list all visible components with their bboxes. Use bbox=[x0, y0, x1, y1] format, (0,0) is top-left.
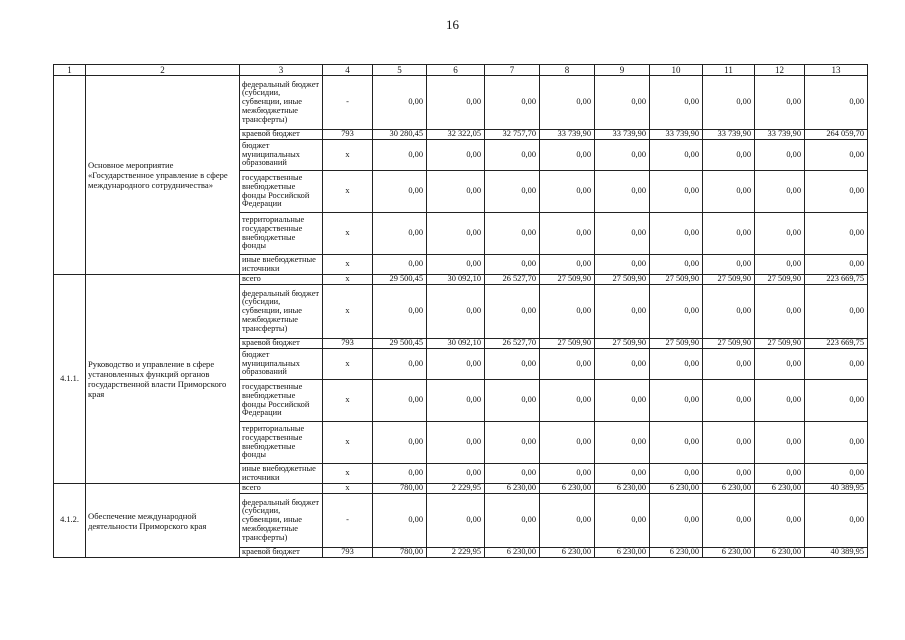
value-cell: 0,00 bbox=[703, 422, 755, 464]
value-cell: 0,00 bbox=[650, 349, 703, 380]
value-cell: 0,00 bbox=[373, 494, 427, 548]
column-header-12: 12 bbox=[755, 65, 805, 76]
value-cell: 6 230,00 bbox=[595, 484, 650, 494]
funding-source: федеральный бюджет (субсидии, субвенции, иные межбюджетные трансферты) bbox=[240, 76, 323, 130]
value-cell: 0,00 bbox=[755, 255, 805, 275]
value-cell: 0,00 bbox=[595, 140, 650, 171]
value-cell: 27 509,90 bbox=[595, 339, 650, 349]
budget-code: x bbox=[323, 484, 373, 494]
value-cell: 780,00 bbox=[373, 548, 427, 558]
value-cell: 0,00 bbox=[427, 171, 485, 213]
value-cell: 27 509,90 bbox=[703, 339, 755, 349]
value-cell: 0,00 bbox=[485, 140, 540, 171]
value-cell: 0,00 bbox=[595, 171, 650, 213]
value-cell: 0,00 bbox=[650, 213, 703, 255]
value-cell: 0,00 bbox=[650, 422, 703, 464]
value-cell: 0,00 bbox=[755, 494, 805, 548]
value-cell: 6 230,00 bbox=[540, 484, 595, 494]
value-cell: 0,00 bbox=[703, 285, 755, 339]
value-cell: 0,00 bbox=[595, 76, 650, 130]
value-cell: 0,00 bbox=[703, 76, 755, 130]
value-cell: 0,00 bbox=[373, 140, 427, 171]
value-cell: 0,00 bbox=[485, 349, 540, 380]
value-cell: 0,00 bbox=[373, 76, 427, 130]
value-cell: 0,00 bbox=[540, 380, 595, 422]
value-cell: 0,00 bbox=[755, 76, 805, 130]
value-cell: 0,00 bbox=[703, 494, 755, 548]
value-cell: 6 230,00 bbox=[703, 548, 755, 558]
value-cell: 0,00 bbox=[805, 464, 868, 484]
value-cell: 0,00 bbox=[540, 255, 595, 275]
section-code: 4.1.2. bbox=[54, 484, 86, 558]
value-cell: 32 757,70 bbox=[485, 130, 540, 140]
value-cell: 223 669,75 bbox=[805, 275, 868, 285]
value-cell: 2 229,95 bbox=[427, 484, 485, 494]
column-header-10: 10 bbox=[650, 65, 703, 76]
value-cell: 0,00 bbox=[485, 494, 540, 548]
value-cell: 0,00 bbox=[540, 285, 595, 339]
table-row bbox=[54, 76, 868, 130]
value-cell: 27 509,90 bbox=[650, 339, 703, 349]
section-code bbox=[54, 76, 86, 275]
value-cell: 0,00 bbox=[540, 140, 595, 171]
value-cell: 0,00 bbox=[595, 255, 650, 275]
value-cell: 0,00 bbox=[755, 171, 805, 213]
value-cell: 6 230,00 bbox=[755, 548, 805, 558]
value-cell: 0,00 bbox=[805, 380, 868, 422]
column-header-11: 11 bbox=[703, 65, 755, 76]
column-header-7: 7 bbox=[485, 65, 540, 76]
value-cell: 29 500,45 bbox=[373, 339, 427, 349]
funding-source: всего bbox=[240, 484, 323, 494]
value-cell: 0,00 bbox=[373, 422, 427, 464]
value-cell: 40 389,95 bbox=[805, 484, 868, 494]
value-cell: 0,00 bbox=[540, 76, 595, 130]
column-header-5: 5 bbox=[373, 65, 427, 76]
value-cell: 6 230,00 bbox=[650, 484, 703, 494]
value-cell: 0,00 bbox=[755, 285, 805, 339]
budget-code: x bbox=[323, 349, 373, 380]
value-cell: 0,00 bbox=[427, 213, 485, 255]
column-header-3: 3 bbox=[240, 65, 323, 76]
value-cell: 0,00 bbox=[755, 349, 805, 380]
value-cell: 0,00 bbox=[755, 464, 805, 484]
value-cell: 33 739,90 bbox=[540, 130, 595, 140]
value-cell: 0,00 bbox=[427, 140, 485, 171]
value-cell: 0,00 bbox=[373, 255, 427, 275]
value-cell: 6 230,00 bbox=[540, 548, 595, 558]
value-cell: 0,00 bbox=[755, 213, 805, 255]
value-cell: 0,00 bbox=[650, 285, 703, 339]
budget-code: x bbox=[323, 422, 373, 464]
value-cell: 0,00 bbox=[427, 255, 485, 275]
value-cell: 0,00 bbox=[540, 494, 595, 548]
value-cell: 0,00 bbox=[427, 464, 485, 484]
value-cell: 0,00 bbox=[805, 349, 868, 380]
value-cell: 0,00 bbox=[650, 494, 703, 548]
value-cell: 0,00 bbox=[540, 422, 595, 464]
funding-source: территориальные государственные внебюджетные фонды bbox=[240, 422, 323, 464]
budget-code: x bbox=[323, 285, 373, 339]
value-cell: 30 092,10 bbox=[427, 275, 485, 285]
value-cell: 0,00 bbox=[650, 76, 703, 130]
value-cell: 0,00 bbox=[485, 464, 540, 484]
funding-source: краевой бюджет bbox=[240, 548, 323, 558]
value-cell: 0,00 bbox=[427, 422, 485, 464]
funding-source: бюджет муниципальных образований bbox=[240, 140, 323, 171]
value-cell: 27 509,90 bbox=[650, 275, 703, 285]
column-header-13: 13 bbox=[805, 65, 868, 76]
value-cell: 0,00 bbox=[373, 464, 427, 484]
budget-code: x bbox=[323, 255, 373, 275]
value-cell: 0,00 bbox=[703, 171, 755, 213]
value-cell: 0,00 bbox=[485, 422, 540, 464]
value-cell: 26 527,70 bbox=[485, 339, 540, 349]
column-header-9: 9 bbox=[595, 65, 650, 76]
value-cell: 0,00 bbox=[373, 285, 427, 339]
value-cell: 223 669,75 bbox=[805, 339, 868, 349]
value-cell: 0,00 bbox=[650, 171, 703, 213]
column-header-1: 1 bbox=[54, 65, 86, 76]
value-cell: 0,00 bbox=[373, 349, 427, 380]
value-cell: 0,00 bbox=[650, 255, 703, 275]
budget-code: 793 bbox=[323, 548, 373, 558]
value-cell: 33 739,90 bbox=[755, 130, 805, 140]
value-cell: 0,00 bbox=[485, 255, 540, 275]
section-name: Обеспечение международной деятельности Приморского края bbox=[86, 484, 240, 558]
column-header-4: 4 bbox=[323, 65, 373, 76]
column-header-6: 6 bbox=[427, 65, 485, 76]
funding-source: бюджет муниципальных образований bbox=[240, 349, 323, 380]
budget-code: x bbox=[323, 213, 373, 255]
value-cell: 0,00 bbox=[427, 349, 485, 380]
value-cell: 0,00 bbox=[373, 213, 427, 255]
budget-code: 793 bbox=[323, 339, 373, 349]
value-cell: 780,00 bbox=[373, 484, 427, 494]
value-cell: 0,00 bbox=[703, 464, 755, 484]
value-cell: 30 092,10 bbox=[427, 339, 485, 349]
value-cell: 0,00 bbox=[805, 494, 868, 548]
value-cell: 0,00 bbox=[427, 494, 485, 548]
section-name: Руководство и управление в сфере установленных функций органов государственной власти Приморского края bbox=[86, 275, 240, 484]
funding-source: краевой бюджет bbox=[240, 339, 323, 349]
value-cell: 0,00 bbox=[485, 380, 540, 422]
value-cell: 0,00 bbox=[485, 285, 540, 339]
value-cell: 0,00 bbox=[595, 285, 650, 339]
value-cell: 0,00 bbox=[373, 171, 427, 213]
value-cell: 6 230,00 bbox=[650, 548, 703, 558]
value-cell: 0,00 bbox=[650, 380, 703, 422]
value-cell: 6 230,00 bbox=[485, 484, 540, 494]
value-cell: 32 322,05 bbox=[427, 130, 485, 140]
value-cell: 6 230,00 bbox=[703, 484, 755, 494]
funding-source: территориальные государственные внебюджетные фонды bbox=[240, 213, 323, 255]
value-cell: 0,00 bbox=[755, 140, 805, 171]
value-cell: 27 509,90 bbox=[540, 275, 595, 285]
value-cell: 0,00 bbox=[373, 380, 427, 422]
section-name: Основное мероприятие «Государственное управление в сфере международного сотрудничества» bbox=[86, 76, 240, 275]
value-cell: 33 739,90 bbox=[650, 130, 703, 140]
value-cell: 0,00 bbox=[595, 380, 650, 422]
value-cell: 0,00 bbox=[703, 255, 755, 275]
value-cell: 0,00 bbox=[540, 213, 595, 255]
value-cell: 0,00 bbox=[595, 349, 650, 380]
value-cell: 0,00 bbox=[650, 140, 703, 171]
column-header-8: 8 bbox=[540, 65, 595, 76]
value-cell: 0,00 bbox=[805, 213, 868, 255]
funding-source: федеральный бюджет (субсидии, субвенции, иные межбюджетные трансферты) bbox=[240, 285, 323, 339]
value-cell: 0,00 bbox=[427, 76, 485, 130]
table-row bbox=[54, 275, 868, 285]
funding-source: иные внебюджетные источники bbox=[240, 255, 323, 275]
table-row bbox=[54, 484, 868, 494]
value-cell: 0,00 bbox=[650, 464, 703, 484]
value-cell: 2 229,95 bbox=[427, 548, 485, 558]
value-cell: 40 389,95 bbox=[805, 548, 868, 558]
budget-code: x bbox=[323, 171, 373, 213]
value-cell: 0,00 bbox=[805, 140, 868, 171]
value-cell: 0,00 bbox=[805, 255, 868, 275]
value-cell: 33 739,90 bbox=[595, 130, 650, 140]
budget-code: x bbox=[323, 380, 373, 422]
value-cell: 0,00 bbox=[703, 140, 755, 171]
value-cell: 264 059,70 bbox=[805, 130, 868, 140]
value-cell: 0,00 bbox=[595, 494, 650, 548]
value-cell: 6 230,00 bbox=[595, 548, 650, 558]
value-cell: 0,00 bbox=[427, 285, 485, 339]
budget-code: 793 bbox=[323, 130, 373, 140]
value-cell: 0,00 bbox=[805, 171, 868, 213]
value-cell: 0,00 bbox=[540, 464, 595, 484]
value-cell: 27 509,90 bbox=[540, 339, 595, 349]
page-number: 16 bbox=[446, 17, 459, 32]
column-header-2: 2 bbox=[86, 65, 240, 76]
budget-table bbox=[53, 64, 868, 558]
value-cell: 0,00 bbox=[595, 464, 650, 484]
budget-code: - bbox=[323, 494, 373, 548]
funding-source: государственные внебюджетные фонды Российской Федерации bbox=[240, 171, 323, 213]
value-cell: 0,00 bbox=[805, 285, 868, 339]
budget-code: x bbox=[323, 275, 373, 285]
value-cell: 0,00 bbox=[703, 213, 755, 255]
value-cell: 27 509,90 bbox=[703, 275, 755, 285]
value-cell: 6 230,00 bbox=[755, 484, 805, 494]
value-cell: 0,00 bbox=[595, 213, 650, 255]
value-cell: 0,00 bbox=[595, 422, 650, 464]
value-cell: 0,00 bbox=[703, 349, 755, 380]
value-cell: 6 230,00 bbox=[485, 548, 540, 558]
value-cell: 26 527,70 bbox=[485, 275, 540, 285]
value-cell: 0,00 bbox=[755, 380, 805, 422]
budget-code: x bbox=[323, 464, 373, 484]
funding-source: всего bbox=[240, 275, 323, 285]
value-cell: 27 509,90 bbox=[595, 275, 650, 285]
funding-source: иные внебюджетные источники bbox=[240, 464, 323, 484]
funding-source: государственные внебюджетные фонды Российской Федерации bbox=[240, 380, 323, 422]
value-cell: 0,00 bbox=[703, 380, 755, 422]
value-cell: 27 509,90 bbox=[755, 339, 805, 349]
section-code: 4.1.1. bbox=[54, 275, 86, 484]
value-cell: 0,00 bbox=[540, 171, 595, 213]
value-cell: 0,00 bbox=[805, 76, 868, 130]
value-cell: 0,00 bbox=[485, 171, 540, 213]
budget-code: - bbox=[323, 76, 373, 130]
value-cell: 0,00 bbox=[427, 380, 485, 422]
value-cell: 0,00 bbox=[805, 422, 868, 464]
value-cell: 33 739,90 bbox=[703, 130, 755, 140]
funding-source: федеральный бюджет (субсидии, субвенции, иные межбюджетные трансферты) bbox=[240, 494, 323, 548]
funding-source: краевой бюджет bbox=[240, 130, 323, 140]
value-cell: 0,00 bbox=[540, 349, 595, 380]
value-cell: 0,00 bbox=[485, 213, 540, 255]
value-cell: 29 500,45 bbox=[373, 275, 427, 285]
value-cell: 27 509,90 bbox=[755, 275, 805, 285]
value-cell: 0,00 bbox=[755, 422, 805, 464]
budget-code: x bbox=[323, 140, 373, 171]
header-row bbox=[54, 65, 868, 76]
value-cell: 30 280,45 bbox=[373, 130, 427, 140]
value-cell: 0,00 bbox=[485, 76, 540, 130]
